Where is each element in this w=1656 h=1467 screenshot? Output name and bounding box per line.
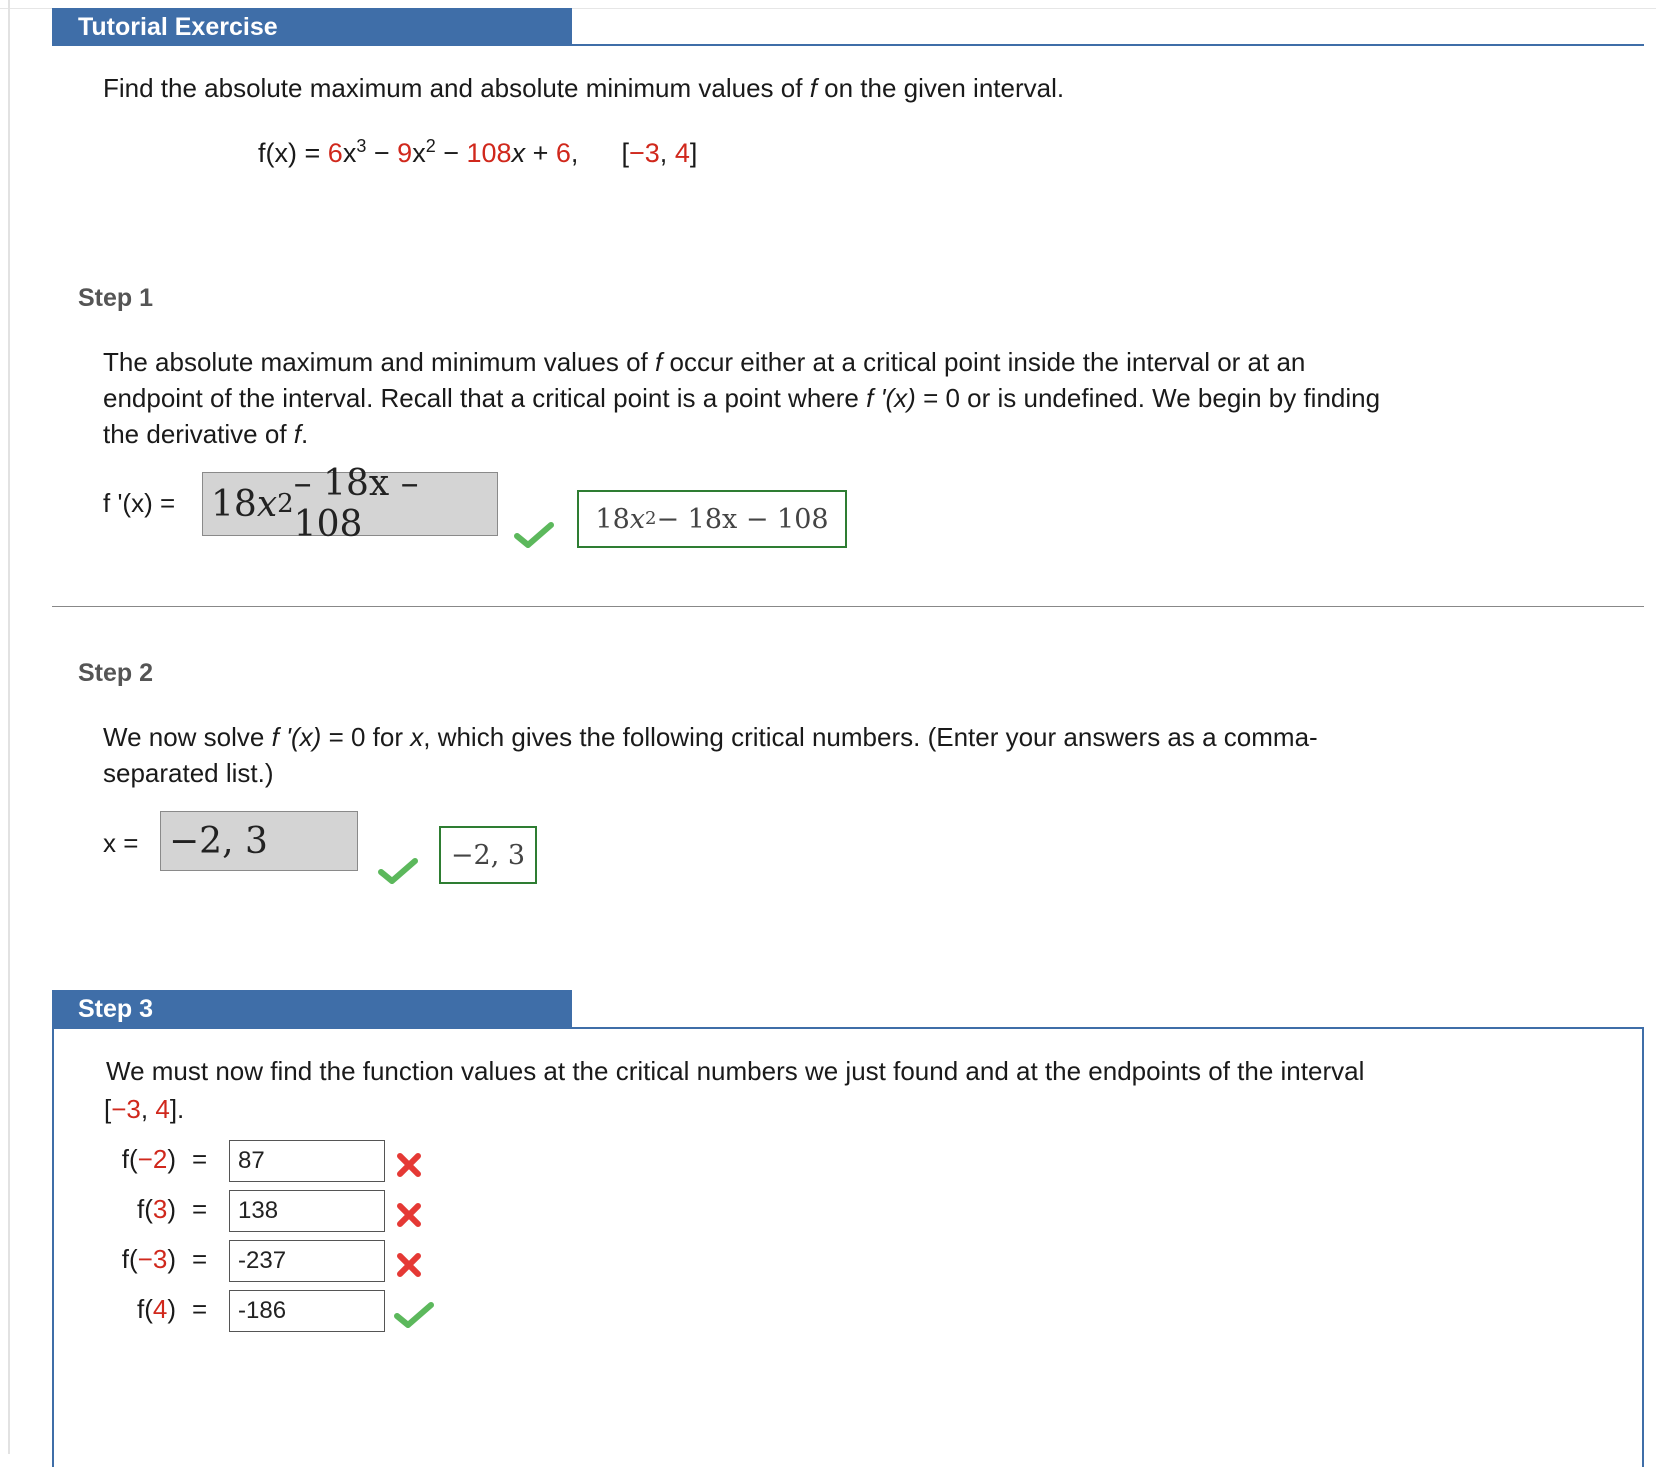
tutorial-header [52, 8, 572, 46]
check-icon [378, 858, 418, 884]
derivative-answer-key: 18 x 2 − 18x − 108 [577, 490, 847, 548]
step3-interval: [−3, 4]. [104, 1094, 185, 1124]
f-value-input[interactable]: -237 [229, 1240, 385, 1282]
problem-interval: [−3, 4] [621, 138, 698, 168]
tutorial-title: Tutorial Exercise [78, 13, 278, 41]
header-rule [572, 44, 1644, 46]
derivative-answer-field[interactable]: 18 x 2 – 18x – 108 [202, 472, 498, 536]
x-icon [396, 1252, 422, 1278]
x-icon [396, 1202, 422, 1228]
critical-numbers-key: −2, 3 [439, 826, 537, 884]
equals-sign: = [192, 1294, 208, 1324]
x-icon [396, 1152, 422, 1178]
derivative-label: f '(x) = [103, 488, 176, 518]
left-border [8, 0, 10, 1454]
f-value-label: f(3) [136, 1194, 176, 1224]
check-icon [514, 522, 554, 548]
step1-text-line2: endpoint of the interval. Recall that a critical point is a point where f '(x) = 0 or is undefined. We begin by finding [103, 383, 1381, 413]
f-value-label: f(−2) [121, 1144, 176, 1174]
check-icon [394, 1302, 434, 1328]
step1-title: Step 1 [78, 284, 154, 312]
critical-numbers-field[interactable]: −2, 3 [160, 811, 358, 871]
step1-text-line3: the derivative of f. [103, 419, 309, 449]
step1-text-line1: The absolute maximum and minimum values of f occur either at a critical point inside the interval or at an [103, 347, 1306, 377]
step3-title: Step 3 [78, 995, 154, 1023]
f-value-input[interactable]: 87 [229, 1140, 385, 1182]
f-value-input[interactable]: -186 [229, 1290, 385, 1332]
problem-equation: $f(x) = 6x^3 - 9x^2 - 108x + 6$, [−3, 4] [258, 136, 698, 168]
step3-text-line1: We must now find the function values at the critical numbers we just found and at the endpoints of the interval [106, 1056, 1365, 1086]
step2-text-line1: We now solve f '(x) = 0 for x, which gives the following critical numbers. (Enter your answers as a comma- [103, 722, 1318, 752]
step3-header [52, 990, 572, 1028]
equals-sign: = [192, 1144, 208, 1174]
equals-sign: = [192, 1194, 208, 1224]
step2-title: Step 2 [78, 659, 154, 687]
step-divider [52, 606, 1644, 607]
f-value-input[interactable]: 138 [229, 1190, 385, 1232]
f-value-label: f(4) [136, 1294, 176, 1324]
f-value-label: f(−3) [121, 1244, 176, 1274]
problem-prompt: Find the absolute maximum and absolute minimum values of f on the given interval. [103, 73, 1065, 103]
critical-label: x = [103, 828, 139, 858]
step2-text-line2: separated list.) [103, 758, 274, 788]
equals-sign: = [192, 1244, 208, 1274]
